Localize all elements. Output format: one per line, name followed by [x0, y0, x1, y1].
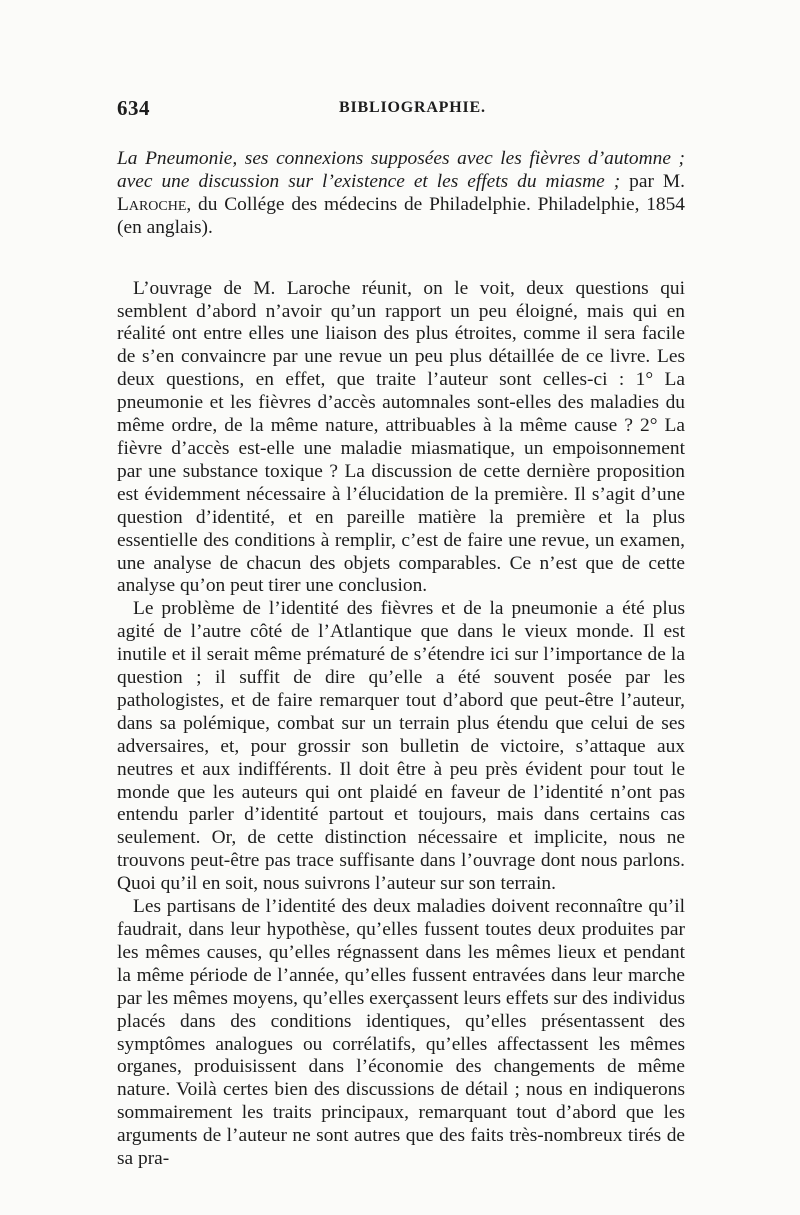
book-reference — [117, 148, 685, 240]
section-spacer — [117, 240, 685, 278]
page-number: 634 — [117, 96, 150, 120]
book-by: par M. — [620, 170, 686, 192]
paragraph-2: Le problème de l’identité des fièvres et de la pneumonie a été plus agité de l’autre côté de l’Atlantique que dans le vieux monde. Il est inutile et il serait même prématuré de s’étendre ici sur l’importance de la question ; il suffit de dire qu’elle a été souvent posée par les pathologistes, et de faire remarquer tout d’abord que peut-être l’auteur, dans sa polémique, combat sur un terrain plus étendu que celui de ses adversaires, et, pour grossir son bulletin de victoire, s’attaque aux neutres et aux indifférents. Il doit être à peu près évident pour tout le monde que les auteurs qui ont plaidé en faveur de l’identité n’ont pas entendu parler d’identité partout et toujours, mais dans certains cas seulement. Or, de cette distinction nécessaire et implicite, nous ne trouvons peut-être pas trace suffisante dans l’ouvrage dont nous parlons. Quoi qu’il en soit, nous suivrons l’auteur sur son terrain. — [117, 598, 685, 895]
running-head — [117, 96, 683, 124]
book-details: , du Collége des médecins de Philadelphie. Philadelphie, 1854 (en anglais). — [117, 193, 685, 238]
book-title: La Pneumonie, ses connexions supposées avec les fièvres d’automne ; avec une discussion sur l’existence et les effets du miasme ; — [117, 148, 685, 192]
running-title: BIBLIOGRAPHIE. — [339, 99, 486, 116]
book-author: Laroche — [117, 193, 187, 215]
paragraph-3: Les partisans de l’identité des deux maladies doivent reconnaître qu’il faudrait, dans leur hypothèse, qu’elles fussent toutes deux produites par les mêmes causes, qu’elles régnassent dans les mêmes lieux et pendant la même période de l’année, qu’elles fussent entravées dans leur marche par les mêmes moyens, qu’elles exerçassent leurs effets sur des individus placés dans des conditions identiques, qu’elles présentassent des symptômes analogues ou corrélatifs, qu’elles affectassent les mêmes organes, produisissent dans l’économie des changements de même nature. Voilà certes bien des discussions de détail ; nous en indiquerons sommairement les traits principaux, remarquant tout d’abord que les arguments de l’auteur ne sont autres que des faits très-nombreux tirés de sa pra- — [117, 896, 685, 1170]
main-text — [117, 148, 685, 1171]
paragraph-1: L’ouvrage de M. Laroche réunit, on le voit, deux questions qui semblent d’abord n’avoir qu’un rapport un peu éloigné, mais qui en réalité ont entre elles une liaison des plus étroites, comme il sera facile de s’en convaincre par une revue un peu plus détaillée de ce livre. Les deux questions, en effet, que traite l’auteur sont celles-ci : 1° La pneumonie et les fièvres d’accès automnales sont-elles des maladies du même ordre, de la même nature, attribuables à la même cause ? 2° La fièvre d’accès est-elle une maladie miasmatique, un empoisonnement par une substance toxique ? La discussion de cette dernière proposition est évidemment nécessaire à l’élucidation de la première. Il s’agit d’une question d’identité, et en pareille matière la première et la plus essentielle des conditions à remplir, c’est de faire une revue, un examen, une analyse de chacun des objets comparables. Ce n’est que de cette analyse qu’on peut tirer une conclusion. — [117, 277, 685, 597]
